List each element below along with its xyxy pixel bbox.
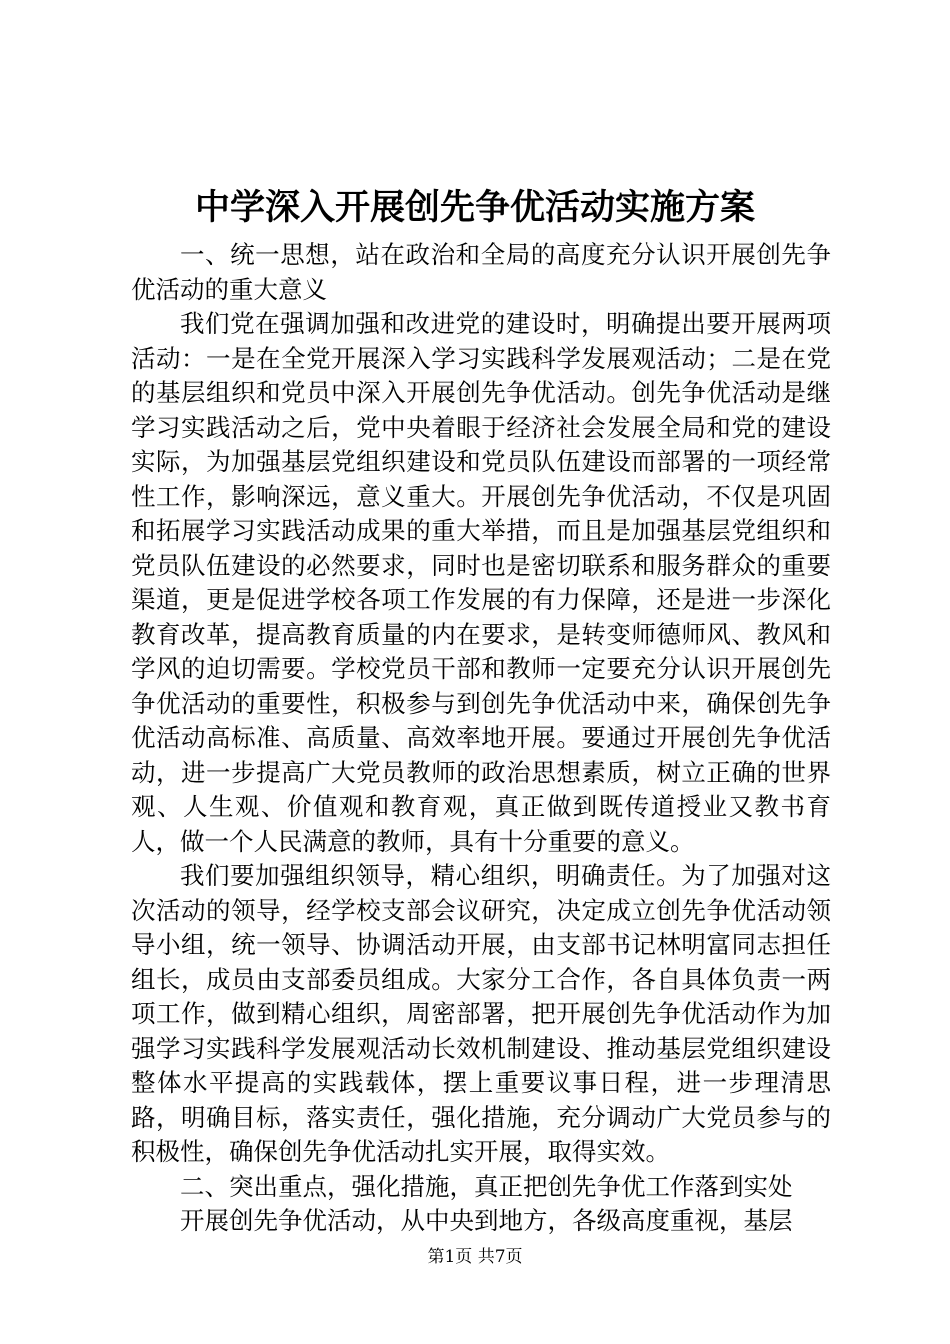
document-title: 中学深入开展创先争优活动实施方案 [194,187,755,228]
section-heading-2: 二、突出重点，强化措施，真正把创先争优工作落到实处 [180,1171,793,1201]
document-body [131,238,831,1239]
page-footer: 第1页 共7页 [427,1247,523,1267]
paragraph-organization: 我们要加强组织领导，精心组织，明确责任。为了加强对这次活动的领导，经学校支部会议研究，决定成立创先争优活动领导小组，统一领导、协调活动开展，由支部书记林明富同志担任组长，成员由支部委员组成。大家分工合作，各自具体负责一两项工作，做到精心组织，周密部署，把开展创先争优活动作为加强学习实践科学发展观活动长效机制建设、推动基层党组织建设整体水平提高的实践载体，摆上重要议事日程，进一步理清思路，明确目标，落实责任，强化措施，充分调动广大党员参与的积极性，确保创先争优活动扎实开展，取得实效。 [131,861,831,1166]
paragraph-significance: 我们党在强调加强和改进党的建设时，明确提出要开展两项活动：一是在全党开展深入学习实践科学发展观活动；二是在党的基层组织和党员中深入开展创先争优活动。创先争优活动是继学习实践活动之后，党中央着眼于经济社会发展全局和党的建设实际，为加强基层党组织建设和党员队伍建设而部署的一项经常性工作，影响深远，意义重大。开展创先争优活动，不仅是巩固和拓展学习实践活动成果的重大举措，而且是加强基层党组织和党员队伍建设的必然要求，同时也是密切联系和服务群众的重要渠道，更是促进学校各项工作发展的有力保障，还是进一步深化教育改革，提高教育质量的内在要求，是转变师德师风、教风和学风的迫切需要。学校党员干部和教师一定要充分认识开展创先争优活动的重要性，积极参与到创先争优活动中来，确保创先争优活动高标准、高质量、高效率地开展。要通过开展创先争优活动，进一步提高广大党员教师的政治思想素质，树立正确的世界观、人生观、价值观和教育观，真正做到既传道授业又教书育人，做一个人民满意的教师，具有十分重要的意义。 [131,309,831,856]
paragraph-continued: 开展创先争优活动，从中央到地方，各级高度重视，基层 [180,1206,793,1235]
section-heading-1: 一、统一思想，站在政治和全局的高度充分认识开展创先争优活动的重大意义 [131,240,831,304]
